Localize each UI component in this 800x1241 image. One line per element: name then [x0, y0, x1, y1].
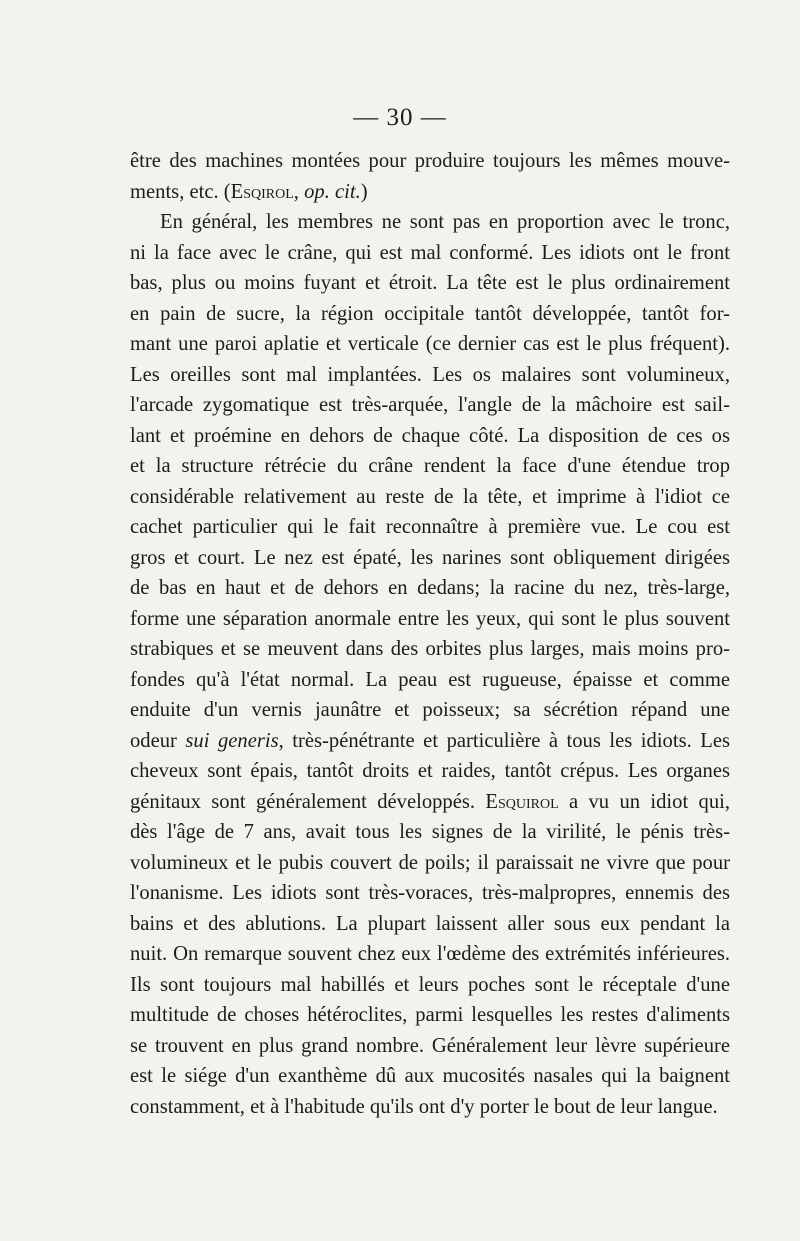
text-line: [130, 665, 730, 696]
text-segment: ni la face avec le crâne, qui est mal conformé. Les idiots ont le front: [130, 241, 730, 264]
text-line: [130, 817, 730, 848]
text-line: [130, 604, 730, 635]
text-line: [130, 634, 730, 665]
text-line: [130, 360, 730, 391]
text-segment: a vu un idiot qui,: [558, 790, 730, 813]
text-segment: et la structure rétrécie du crâne rendent la face d'une étendue trop: [130, 455, 730, 477]
text-segment: constamment, et à l'habitude qu'ils ont d'y porter le bout de leur langue.: [130, 1095, 718, 1118]
text-line: [130, 1061, 730, 1092]
text-line: [130, 329, 730, 360]
text-line: [130, 726, 730, 757]
text-line: [130, 573, 730, 604]
text-line: [130, 482, 730, 513]
italic-text: op. cit.: [304, 180, 361, 203]
text-line: [130, 512, 730, 543]
page-number: — 30 —: [353, 104, 447, 131]
text-segment: forme une séparation anormale entre les yeux, qui sont le plus souvent: [130, 607, 730, 630]
text-line: [130, 268, 730, 299]
text-line: [130, 878, 730, 909]
text-segment: considérable relativement au reste de la tête, et imprime à l'idiot ce: [130, 485, 730, 508]
text-segment: être des machines montées pour produire toujours les mêmes mouve-: [130, 150, 730, 172]
text-line: [130, 421, 730, 452]
text-segment: gros et court. Le nez est épaté, les narines sont obliquement dirigées: [130, 546, 730, 569]
text-segment: Les oreilles sont mal implantées. Les os malaires sont volumineux,: [130, 363, 730, 386]
text-segment: ): [360, 180, 368, 203]
text-line: [130, 939, 730, 970]
text-segment: de bas en haut et de dehors en dedans; la racine du nez, très-large,: [130, 577, 730, 599]
text-line: [130, 207, 730, 238]
text-line: [130, 756, 730, 787]
text-segment: en pain de sucre, la région occipitale tantôt développée, tantôt for-: [130, 302, 730, 325]
text-line: [130, 909, 730, 940]
text-segment: se trouvent en plus grand nombre. Généralement leur lèvre supérieure: [130, 1034, 730, 1057]
text-segment: multitude de choses hétéroclites, parmi lesquelles les restes d'aliments: [130, 1004, 730, 1026]
body-text: [130, 146, 730, 1122]
text-segment: est le siége d'un exanthème dû aux mucosités nasales qui la baignent: [130, 1065, 730, 1087]
text-segment: l'onanisme. Les idiots sont très-voraces, très-malpropres, ennemis des: [130, 882, 730, 904]
text-line: [130, 695, 730, 726]
text-segment: ,: [293, 180, 305, 203]
text-line: [130, 299, 730, 330]
text-segment: nuit. On remarque souvent chez eux l'œdème des extrémités inférieures.: [130, 943, 730, 965]
text-segment: génitaux sont généralement développés.: [130, 790, 486, 813]
text-line: [130, 543, 730, 574]
text-segment: enduite d'un vernis jaunâtre et poisseux; sa sécrétion répand une: [130, 699, 730, 721]
text-segment: lant et proémine en dehors de chaque côté. La disposition de ces os: [130, 424, 730, 447]
author-name: Esqirol: [230, 180, 294, 203]
text-segment: , très-pénétrante et particulière à tous les idiots. Les: [278, 729, 730, 752]
text-segment: mant une paroi aplatie et verticale (ce dernier cas est le plus fréquent).: [130, 333, 730, 355]
text-line: [130, 1092, 730, 1123]
text-line: [130, 177, 730, 208]
text-segment: bas, plus ou moins fuyant et étroit. La tête est le plus ordinairement: [130, 272, 730, 294]
author-name: Esquirol: [485, 790, 559, 813]
text-segment: cachet particulier qui le fait reconnaître à première vue. Le cou est: [130, 516, 730, 538]
text-segment: volumineux et le pubis couvert de poils; il paraissait ne vivre que pour: [130, 851, 730, 874]
text-line: [130, 970, 730, 1001]
text-segment: bains et des ablutions. La plupart laissent aller sous eux pendant la: [130, 912, 730, 935]
italic-text: sui generis: [185, 729, 279, 752]
text-segment: odeur: [130, 729, 186, 752]
text-segment: cheveux sont épais, tantôt droits et raides, tantôt crépus. Les organes: [130, 760, 730, 782]
text-line: [130, 451, 730, 482]
text-line: [130, 1000, 730, 1031]
text-segment: dès l'âge de 7 ans, avait tous les signes de la virilité, le pénis très-: [130, 821, 730, 843]
text-segment: Ils sont toujours mal habillés et leurs poches sont le réceptale d'une: [130, 973, 730, 996]
text-line: [130, 848, 730, 879]
text-line: [130, 146, 730, 177]
text-line: [130, 1031, 730, 1062]
text-segment: fondes qu'à l'état normal. La peau est rugueuse, épaisse et comme: [130, 668, 730, 691]
text-segment: ments, etc. (: [130, 180, 231, 203]
text-line: [130, 390, 730, 421]
text-segment: l'arcade zygomatique est très-arquée, l'angle de la mâchoire est sail-: [130, 394, 730, 416]
text-segment: strabiques et se meuvent dans des orbites plus larges, mais moins pro-: [130, 638, 730, 660]
text-segment: En général, les membres ne sont pas en proportion avec le tronc,: [160, 211, 730, 233]
text-line: [130, 787, 730, 818]
text-line: [130, 238, 730, 269]
